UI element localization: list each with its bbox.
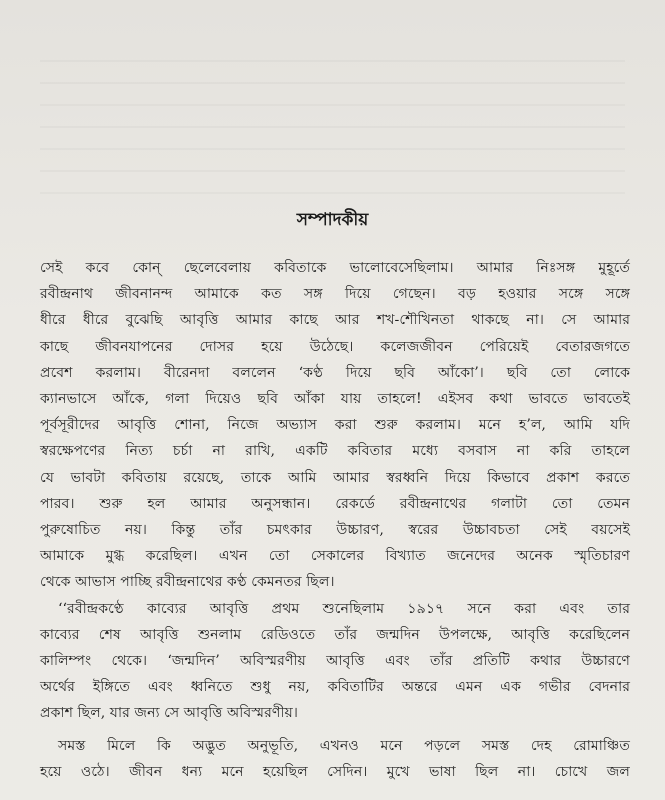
text-line: আমাকে মুগ্ধ করেছিল। এখন তো সেকালের বিখ্যাত জনেদের অনেক স্মৃতিচারণ xyxy=(40,548,630,565)
text-line: ‘‘রবীন্দ্রকণ্ঠে কাব্যের আবৃত্তি প্রথম শুনেছিলাম ১৯১৭ সনে করা এবং তার xyxy=(58,600,630,617)
page-title: সম্পাদকীয় xyxy=(296,210,369,230)
text-line: ধীরে ধীরে বুঝেছি আবৃত্তি আমার কাছে আর শখ-শৌখিনতা থাকছে না। সে আমার xyxy=(40,312,630,329)
paragraph xyxy=(40,733,630,785)
text-line: থেকে আভাস পাচ্ছি রবীন্দ্রনাথের কণ্ঠ কেমনতর ছিল। xyxy=(40,574,335,591)
text-line: পারব। শুরু হল আমার অনুসন্ধান। রেকর্ডে রবীন্দ্রনাথের গলাটা তো তেমন xyxy=(40,495,630,512)
text-line: পূর্বসূরীদের আবৃত্তি শোনা, নিজে অভ্যাস করা শুরু করলাম। মনে হ’ল, আমি যদি xyxy=(40,417,630,434)
text-line: হয়ে ওঠে। জীবন ধন্য মনে হয়েছিল সেদিন। মুখে ভাষা ছিল না। চোখে জল xyxy=(40,763,630,780)
text-line: পুরুষোচিত নয়। কিন্তু তাঁর চমৎকার উচ্চারণ, স্বরের উচ্চাবচতা সেই বয়সেই xyxy=(40,522,630,539)
text-line: প্রকাশ ছিল, যার জন্য সে আবৃত্তি অবিস্মরণীয়। xyxy=(40,705,298,722)
text-line: অর্থের ইঙ্গিতে এবং ধ্বনিতে শুধু নয়, কবিতাটির অন্তরে এমন এক গভীর বেদনার xyxy=(40,679,630,696)
body-text xyxy=(40,255,630,785)
text-line: সেই কবে কোন্ ছেলেবেলায় কবিতাকে ভালোবেসেছিলাম। আমার নিঃসঙ্গ মুহূর্তে xyxy=(40,260,630,276)
text-line: যে ভাবটা কবিতায় রয়েছে, তাকে আমি আমার স্বরধ্বনি দিয়ে কিভাবে প্রকাশ করতে xyxy=(40,469,630,486)
text-line: কালিম্পং থেকে। ‘জন্মদিন’ অবিস্মরণীয় আবৃত্তি এবং তাঁর প্রতিটি কথার উচ্চারণে xyxy=(40,653,630,670)
text-line: রবীন্দ্রনাথ জীবনানন্দ আমাকে কত সঙ্গ দিয়ে গেছেন। বড় হওয়ার সঙ্গে সঙ্গে xyxy=(40,286,630,303)
paragraph xyxy=(40,596,630,727)
text-line: স্বরক্ষেপণের নিত্য চর্চা না রাখি, একটি কবিতার মধ্যে বসবাস না করি তাহলে xyxy=(40,443,630,460)
bleed-through-text xyxy=(40,60,625,210)
text-line: প্রবেশ করলাম। বীরেনদা বললেন ‘কণ্ঠ দিয়ে ছবি আঁকো’। ছবি তো লোকে xyxy=(40,364,630,381)
text-line: কাব্যের শেষ আবৃত্তি শুনলাম রেডিওতে তাঁর জন্মদিন উপলক্ষে, আবৃত্তি করেছিলেন xyxy=(40,626,630,643)
text-line: কাছে জীবনযাপনের দোসর হয়ে উঠেছে। কলেজজীবন পেরিয়েই বেতারজগতে xyxy=(40,338,630,355)
text-line: ক্যানভাসে আঁকে, গলা দিয়েও ছবি আঁকা যায় তাহলে! এইসব কথা ভাবতে ভাবতেই xyxy=(40,391,630,408)
paragraph xyxy=(40,255,630,596)
text-line: সমস্ত মিলে কি অদ্ভুত অনুভূতি, এখনও মনে পড়লে সমস্ত দেহ রোমাঞ্চিত xyxy=(58,737,630,754)
